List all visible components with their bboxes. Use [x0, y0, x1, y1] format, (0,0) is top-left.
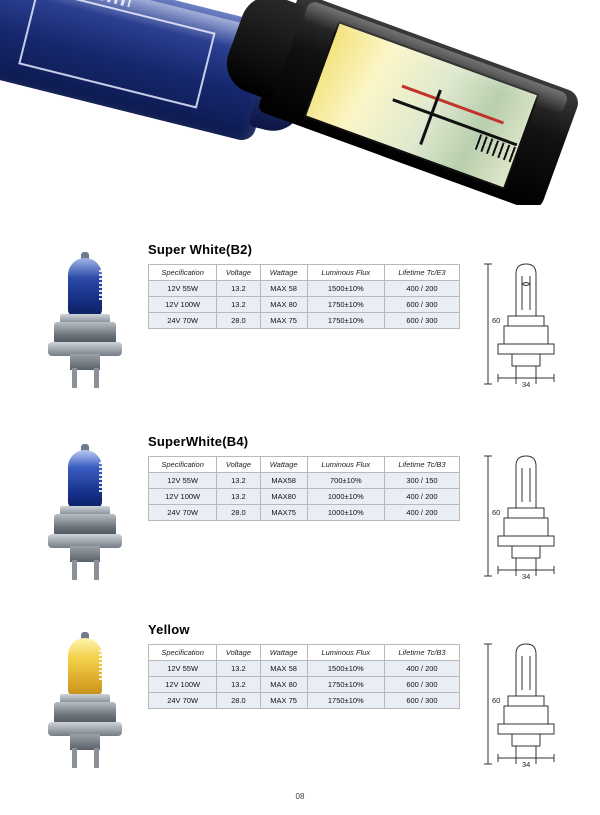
cell-wattage: MAX58: [260, 473, 307, 489]
bulb-base: [54, 514, 116, 536]
bulb-glass: [68, 258, 102, 316]
cell-lifetime: 400 / 200: [384, 661, 459, 677]
cell-luminous-flux: 1750±10%: [307, 313, 384, 329]
cell-specification: 12V 100W: [149, 677, 217, 693]
bulb-pin: [72, 368, 77, 388]
cell-luminous-flux: 1000±10%: [307, 505, 384, 521]
bulb-base: [54, 702, 116, 724]
bulb-glass: [68, 450, 102, 508]
cell-voltage: 13.2: [217, 473, 260, 489]
table-row: [149, 677, 460, 693]
spec-table: [148, 264, 460, 329]
table-row: [149, 297, 460, 313]
cell-voltage: 13.2: [217, 297, 260, 313]
cell-luminous-flux: 1000±10%: [307, 489, 384, 505]
technical-drawing: [478, 256, 588, 392]
bulb-pin: [72, 560, 77, 580]
table-header-row: [149, 457, 460, 473]
col-voltage: Voltage: [217, 265, 260, 281]
cell-voltage: 13.2: [217, 281, 260, 297]
bulb-pin: [94, 748, 99, 768]
bulb-pin: [94, 368, 99, 388]
cell-specification: 12V 55W: [149, 473, 217, 489]
cell-lifetime: 600 / 300: [384, 693, 459, 709]
cell-voltage: 28.0: [217, 505, 260, 521]
col-voltage: Voltage: [217, 457, 260, 473]
cell-wattage: MAX 80: [260, 297, 307, 313]
cell-specification: 12V 100W: [149, 297, 217, 313]
cell-voltage: 28.0: [217, 313, 260, 329]
col-lifetime: Lifetime Tc/B3: [384, 457, 459, 473]
bulb-photo-yellow: [48, 638, 122, 768]
col-specification: Specification: [149, 645, 217, 661]
bulb-pin: [72, 748, 77, 768]
product-photo-banner: [0, 0, 600, 205]
dimension-width: 34: [522, 572, 531, 581]
cell-luminous-flux: 1500±10%: [307, 661, 384, 677]
red-accent-line: [401, 85, 504, 125]
cell-wattage: MAX75: [260, 505, 307, 521]
cell-wattage: MAX 58: [260, 661, 307, 677]
table-row: [149, 473, 460, 489]
product-title: SuperWhite(B4): [148, 434, 249, 449]
table-row: [149, 693, 460, 709]
black-halogen-bulb-package: [232, 0, 600, 205]
cell-specification: 24V 70W: [149, 313, 217, 329]
cell-specification: 12V 55W: [149, 661, 217, 677]
table-row: [149, 505, 460, 521]
dimension-height: 60: [492, 316, 501, 325]
col-specification: Specification: [149, 457, 217, 473]
dimension-height: 60: [492, 508, 501, 517]
product-title: Super White(B2): [148, 242, 253, 257]
cell-lifetime: 300 / 150: [384, 473, 459, 489]
table-header-row: [149, 265, 460, 281]
col-specification: Specification: [149, 265, 217, 281]
spec-table: [148, 456, 460, 521]
product-title: Yellow: [148, 622, 190, 637]
table-row: [149, 281, 460, 297]
cell-lifetime: 400 / 200: [384, 281, 459, 297]
col-wattage: Wattage: [260, 645, 307, 661]
technical-drawing: [478, 448, 588, 584]
cell-luminous-flux: 1500±10%: [307, 281, 384, 297]
bulb-base: [54, 322, 116, 344]
table-row: [149, 661, 460, 677]
page-number: 08: [295, 792, 305, 801]
bulb-filament: [99, 462, 111, 492]
bulb-photo-super-white-b4: [48, 450, 122, 580]
cell-wattage: MAX 75: [260, 313, 307, 329]
bulb-filament: [99, 270, 111, 300]
spec-table: [148, 644, 460, 709]
col-voltage: Voltage: [217, 645, 260, 661]
cell-luminous-flux: 1750±10%: [307, 677, 384, 693]
filament-coil-graphic: [475, 134, 518, 163]
col-luminous-flux: Luminous Flux: [307, 265, 384, 281]
cell-voltage: 13.2: [217, 677, 260, 693]
product-block: [0, 242, 600, 400]
table-header-row: [149, 645, 460, 661]
col-wattage: Wattage: [260, 265, 307, 281]
cell-specification: 24V 70W: [149, 505, 217, 521]
cell-luminous-flux: 1750±10%: [307, 693, 384, 709]
cell-wattage: MAX 80: [260, 677, 307, 693]
cell-specification: 24V 70W: [149, 693, 217, 709]
dimension-height: 60: [492, 696, 501, 705]
cell-wattage: MAX 58: [260, 281, 307, 297]
cell-voltage: 28.0: [217, 693, 260, 709]
table-row: [149, 313, 460, 329]
bulb-glass: [68, 638, 102, 696]
col-lifetime: Lifetime Tc/B3: [384, 645, 459, 661]
bulb-pin: [94, 560, 99, 580]
dimension-width: 34: [522, 380, 531, 389]
col-wattage: Wattage: [260, 457, 307, 473]
technical-drawing: [478, 636, 588, 772]
cell-voltage: 13.2: [217, 661, 260, 677]
cell-lifetime: 600 / 300: [384, 677, 459, 693]
cell-luminous-flux: 700±10%: [307, 473, 384, 489]
product-block: [0, 622, 600, 780]
table-row: [149, 489, 460, 505]
cell-lifetime: 400 / 200: [384, 489, 459, 505]
cell-lifetime: 600 / 300: [384, 313, 459, 329]
product-block: [0, 434, 600, 592]
cell-wattage: MAX80: [260, 489, 307, 505]
col-lifetime: Lifetime Tc/E3: [384, 265, 459, 281]
cell-specification: 12V 100W: [149, 489, 217, 505]
cell-lifetime: 400 / 200: [384, 505, 459, 521]
bulb-photo-super-white-b2: [48, 258, 122, 388]
cell-wattage: MAX 75: [260, 693, 307, 709]
cell-voltage: 13.2: [217, 489, 260, 505]
cell-luminous-flux: 1750±10%: [307, 297, 384, 313]
col-luminous-flux: Luminous Flux: [307, 457, 384, 473]
col-luminous-flux: Luminous Flux: [307, 645, 384, 661]
dimension-width: 34: [522, 760, 531, 769]
cell-specification: 12V 55W: [149, 281, 217, 297]
bulb-filament: [99, 650, 111, 680]
cell-lifetime: 600 / 300: [384, 297, 459, 313]
